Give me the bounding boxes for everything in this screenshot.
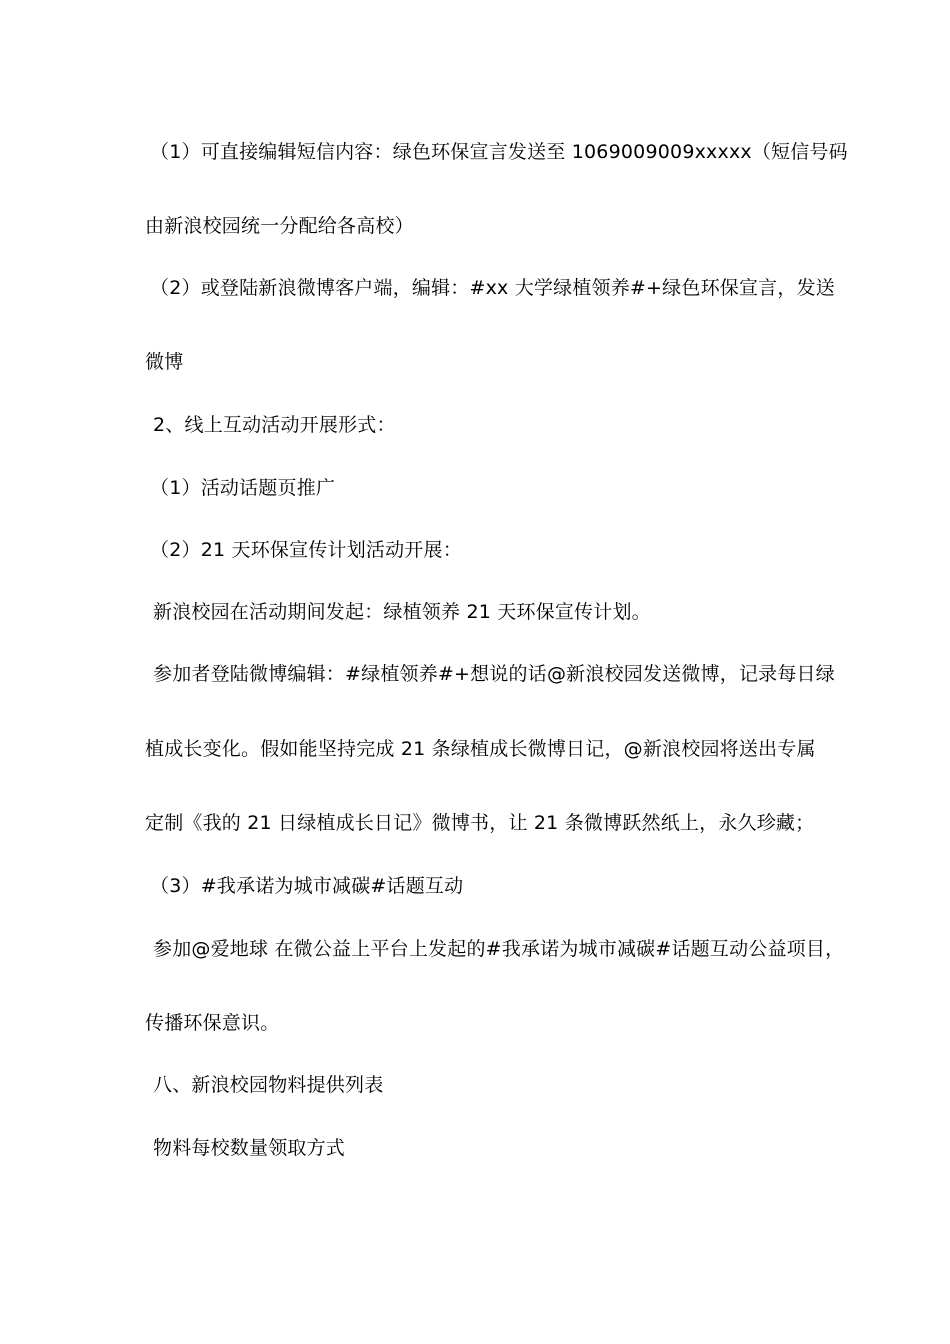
- paragraph-line: 由新浪校园统一分配给各高校）: [145, 215, 414, 237]
- paragraph-line: 传播环保意识。: [145, 1012, 280, 1034]
- paragraph-line: 定制《我的 21 日绿植成长日记》微博书，让 21 条微博跃然纸上，永久珍藏；: [145, 812, 815, 834]
- paragraph-line: 新浪校园在活动期间发起：绿植领养 21 天环保宣传计划。: [153, 601, 651, 623]
- paragraph-line: 参加者登陆微博编辑：#绿植领养#+想说的话@新浪校园发送微博，记录每日绿: [153, 663, 835, 685]
- paragraph-line: （2）或登陆新浪微博客户端，编辑：#xx 大学绿植领养#+绿色环保宣言，发送: [150, 277, 835, 299]
- section-heading: 2、线上互动活动开展形式：: [153, 414, 396, 436]
- paragraph-line: 植成长变化。假如能坚持完成 21 条绿植成长微博日记，@新浪校园将送出专属: [145, 738, 816, 760]
- paragraph-line: 微博: [145, 351, 184, 373]
- paragraph-line: 参加@爱地球 在微公益上平台上发起的#我承诺为城市减碳#话题互动公益项目，: [153, 938, 845, 960]
- paragraph-line: （3）#我承诺为城市减碳#话题互动: [150, 875, 464, 897]
- paragraph-line: （2）21 天环保宣传计划活动开展：: [150, 539, 462, 561]
- paragraph-line: （1）可直接编辑短信内容：绿色环保宣言发送至 1069009009xxxxx（短信号码: [150, 141, 848, 163]
- section-heading: 八、新浪校园物料提供列表: [153, 1074, 384, 1096]
- table-header-line: 物料每校数量领取方式: [153, 1137, 346, 1159]
- paragraph-line: （1）活动话题页推广: [150, 477, 336, 499]
